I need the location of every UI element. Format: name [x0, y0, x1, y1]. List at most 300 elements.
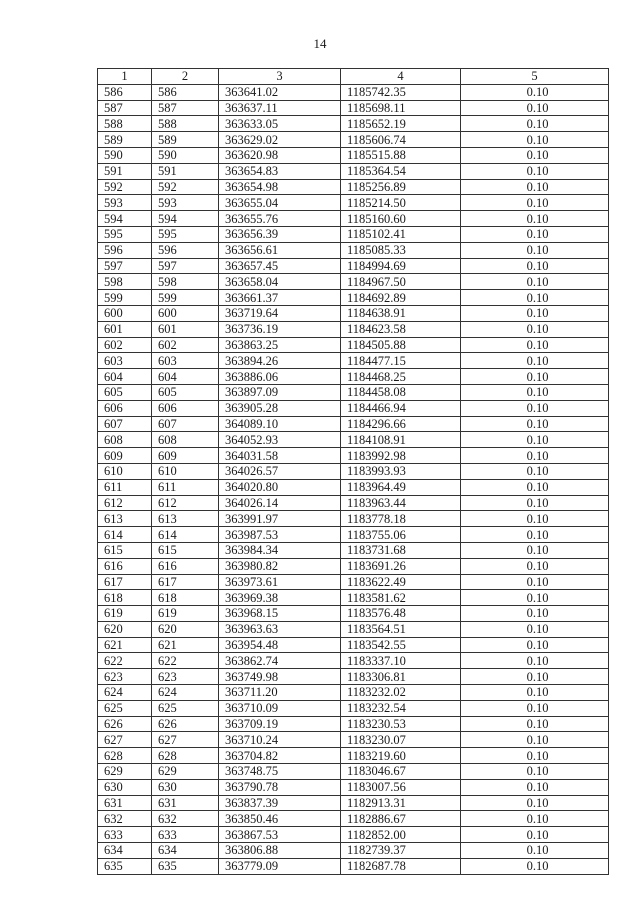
table-row: [98, 384, 609, 400]
cell-coordinate-x: 363850.46: [219, 811, 341, 827]
cell-coordinate-x: 363863.25: [219, 337, 341, 353]
table-row: [98, 700, 609, 716]
cell-coordinate-y: 1185606.74: [341, 132, 461, 148]
table-row: [98, 416, 609, 432]
cell-coordinate-x: 364020.80: [219, 479, 341, 495]
cell-coordinate-x: 363837.39: [219, 795, 341, 811]
cell-value: 0.10: [461, 827, 609, 843]
cell-value: 0.10: [461, 653, 609, 669]
table-row: [98, 242, 609, 258]
cell-coordinate-y: 1185085.33: [341, 242, 461, 258]
cell-point-number: 630: [98, 779, 152, 795]
table-row: [98, 432, 609, 448]
table-row: [98, 116, 609, 132]
table-row: [98, 369, 609, 385]
cell-coordinate-x: 364052.93: [219, 432, 341, 448]
column-header-3: 3: [219, 69, 341, 85]
cell-point-id: 629: [152, 764, 219, 780]
cell-coordinate-x: 363736.19: [219, 321, 341, 337]
cell-value: 0.10: [461, 542, 609, 558]
cell-point-number: 635: [98, 858, 152, 874]
cell-coordinate-y: 1185256.89: [341, 179, 461, 195]
cell-value: 0.10: [461, 843, 609, 859]
cell-value: 0.10: [461, 858, 609, 874]
cell-coordinate-y: 1184967.50: [341, 274, 461, 290]
cell-coordinate-x: 363897.09: [219, 384, 341, 400]
cell-point-id: 596: [152, 242, 219, 258]
cell-point-number: 627: [98, 732, 152, 748]
cell-point-number: 603: [98, 353, 152, 369]
cell-point-number: 633: [98, 827, 152, 843]
cell-coordinate-x: 363658.04: [219, 274, 341, 290]
cell-point-number: 608: [98, 432, 152, 448]
cell-point-id: 608: [152, 432, 219, 448]
cell-coordinate-y: 1183232.54: [341, 700, 461, 716]
cell-coordinate-y: 1185214.50: [341, 195, 461, 211]
cell-coordinate-x: 363719.64: [219, 305, 341, 321]
cell-point-id: 604: [152, 369, 219, 385]
cell-point-number: 628: [98, 748, 152, 764]
cell-point-number: 615: [98, 542, 152, 558]
cell-point-id: 631: [152, 795, 219, 811]
table-header-row: [98, 69, 609, 85]
cell-point-id: 610: [152, 463, 219, 479]
cell-point-number: 631: [98, 795, 152, 811]
cell-point-id: 618: [152, 590, 219, 606]
cell-coordinate-x: 363779.09: [219, 858, 341, 874]
table-row: [98, 764, 609, 780]
cell-point-number: 604: [98, 369, 152, 385]
cell-coordinate-y: 1183963.44: [341, 495, 461, 511]
table-row: [98, 353, 609, 369]
cell-point-number: 591: [98, 163, 152, 179]
column-header-2: 2: [152, 69, 219, 85]
cell-coordinate-x: 363867.53: [219, 827, 341, 843]
cell-value: 0.10: [461, 779, 609, 795]
cell-coordinate-y: 1183731.68: [341, 542, 461, 558]
table-row: [98, 163, 609, 179]
cell-point-id: 588: [152, 116, 219, 132]
cell-value: 0.10: [461, 321, 609, 337]
table-row: [98, 479, 609, 495]
cell-point-id: 633: [152, 827, 219, 843]
cell-coordinate-y: 1183691.26: [341, 558, 461, 574]
cell-point-id: 599: [152, 290, 219, 306]
cell-value: 0.10: [461, 590, 609, 606]
cell-coordinate-y: 1184623.58: [341, 321, 461, 337]
table-row: [98, 542, 609, 558]
table-row: [98, 132, 609, 148]
cell-point-id: 632: [152, 811, 219, 827]
cell-point-id: 603: [152, 353, 219, 369]
cell-point-id: 605: [152, 384, 219, 400]
cell-coordinate-x: 363954.48: [219, 637, 341, 653]
cell-point-id: 606: [152, 400, 219, 416]
cell-point-id: 597: [152, 258, 219, 274]
cell-point-id: 615: [152, 542, 219, 558]
cell-coordinate-x: 363905.28: [219, 400, 341, 416]
cell-coordinate-x: 363710.24: [219, 732, 341, 748]
cell-point-id: 586: [152, 84, 219, 100]
cell-point-number: 618: [98, 590, 152, 606]
table-row: [98, 226, 609, 242]
cell-value: 0.10: [461, 795, 609, 811]
cell-coordinate-y: 1183778.18: [341, 511, 461, 527]
cell-value: 0.10: [461, 290, 609, 306]
cell-point-number: 626: [98, 716, 152, 732]
cell-point-id: 598: [152, 274, 219, 290]
table-row: [98, 590, 609, 606]
column-header-4: 4: [341, 69, 461, 85]
cell-point-number: 634: [98, 843, 152, 859]
cell-coordinate-y: 1183993.93: [341, 463, 461, 479]
cell-point-id: 602: [152, 337, 219, 353]
cell-coordinate-y: 1183964.49: [341, 479, 461, 495]
table-row: [98, 147, 609, 163]
cell-coordinate-y: 1184458.08: [341, 384, 461, 400]
cell-point-number: 602: [98, 337, 152, 353]
table-row: [98, 305, 609, 321]
cell-point-number: 613: [98, 511, 152, 527]
cell-coordinate-y: 1185698.11: [341, 100, 461, 116]
cell-coordinate-x: 363969.38: [219, 590, 341, 606]
cell-point-number: 625: [98, 700, 152, 716]
cell-value: 0.10: [461, 116, 609, 132]
cell-coordinate-x: 363661.37: [219, 290, 341, 306]
cell-value: 0.10: [461, 384, 609, 400]
cell-coordinate-x: 363991.97: [219, 511, 341, 527]
cell-point-id: 623: [152, 669, 219, 685]
cell-value: 0.10: [461, 685, 609, 701]
cell-value: 0.10: [461, 274, 609, 290]
cell-value: 0.10: [461, 479, 609, 495]
cell-coordinate-x: 363709.19: [219, 716, 341, 732]
cell-coordinate-y: 1183306.81: [341, 669, 461, 685]
cell-coordinate-x: 363654.98: [219, 179, 341, 195]
table-row: [98, 211, 609, 227]
cell-point-id: 613: [152, 511, 219, 527]
cell-point-id: 612: [152, 495, 219, 511]
cell-point-id: 609: [152, 448, 219, 464]
cell-coordinate-y: 1183219.60: [341, 748, 461, 764]
cell-value: 0.10: [461, 558, 609, 574]
table-row: [98, 195, 609, 211]
cell-point-number: 632: [98, 811, 152, 827]
table-row: [98, 463, 609, 479]
cell-coordinate-x: 363886.06: [219, 369, 341, 385]
cell-value: 0.10: [461, 337, 609, 353]
cell-coordinate-x: 363968.15: [219, 606, 341, 622]
cell-point-number: 600: [98, 305, 152, 321]
cell-point-number: 620: [98, 621, 152, 637]
cell-point-id: 590: [152, 147, 219, 163]
table-body: [98, 84, 609, 874]
cell-value: 0.10: [461, 700, 609, 716]
cell-coordinate-x: 363710.09: [219, 700, 341, 716]
cell-point-number: 605: [98, 384, 152, 400]
cell-point-id: 607: [152, 416, 219, 432]
cell-coordinate-x: 364026.57: [219, 463, 341, 479]
table-row: [98, 179, 609, 195]
cell-coordinate-y: 1184638.91: [341, 305, 461, 321]
cell-point-number: 611: [98, 479, 152, 495]
cell-point-number: 599: [98, 290, 152, 306]
cell-value: 0.10: [461, 84, 609, 100]
cell-coordinate-y: 1183230.53: [341, 716, 461, 732]
table-row: [98, 495, 609, 511]
cell-coordinate-x: 363629.02: [219, 132, 341, 148]
cell-value: 0.10: [461, 621, 609, 637]
table-row: [98, 827, 609, 843]
column-header-1: 1: [98, 69, 152, 85]
cell-coordinate-y: 1184296.66: [341, 416, 461, 432]
cell-point-id: 626: [152, 716, 219, 732]
cell-coordinate-x: 363656.39: [219, 226, 341, 242]
cell-value: 0.10: [461, 748, 609, 764]
cell-coordinate-y: 1184466.94: [341, 400, 461, 416]
cell-coordinate-y: 1184108.91: [341, 432, 461, 448]
cell-coordinate-y: 1182913.31: [341, 795, 461, 811]
cell-point-id: 628: [152, 748, 219, 764]
cell-point-id: 620: [152, 621, 219, 637]
cell-point-id: 611: [152, 479, 219, 495]
cell-value: 0.10: [461, 179, 609, 195]
cell-coordinate-x: 363654.83: [219, 163, 341, 179]
table-row: [98, 795, 609, 811]
cell-point-id: 592: [152, 179, 219, 195]
coordinates-table: [97, 68, 609, 875]
table-row: [98, 290, 609, 306]
cell-point-id: 595: [152, 226, 219, 242]
cell-point-number: 590: [98, 147, 152, 163]
cell-point-number: 610: [98, 463, 152, 479]
table-row: [98, 621, 609, 637]
cell-value: 0.10: [461, 132, 609, 148]
cell-coordinate-y: 1184505.88: [341, 337, 461, 353]
cell-coordinate-y: 1183046.67: [341, 764, 461, 780]
table-row: [98, 606, 609, 622]
cell-value: 0.10: [461, 226, 609, 242]
cell-point-id: 634: [152, 843, 219, 859]
cell-point-number: 594: [98, 211, 152, 227]
cell-point-id: 589: [152, 132, 219, 148]
cell-coordinate-x: 363633.05: [219, 116, 341, 132]
cell-point-number: 607: [98, 416, 152, 432]
cell-point-id: 624: [152, 685, 219, 701]
table-row: [98, 858, 609, 874]
cell-coordinate-x: 363641.02: [219, 84, 341, 100]
cell-coordinate-x: 364026.14: [219, 495, 341, 511]
cell-coordinate-y: 1185160.60: [341, 211, 461, 227]
cell-point-number: 617: [98, 574, 152, 590]
cell-coordinate-x: 363748.75: [219, 764, 341, 780]
column-header-5: 5: [461, 69, 609, 85]
cell-coordinate-y: 1182886.67: [341, 811, 461, 827]
table-row: [98, 100, 609, 116]
cell-value: 0.10: [461, 732, 609, 748]
cell-coordinate-x: 363711.20: [219, 685, 341, 701]
cell-coordinate-x: 363655.04: [219, 195, 341, 211]
cell-value: 0.10: [461, 211, 609, 227]
cell-value: 0.10: [461, 811, 609, 827]
cell-value: 0.10: [461, 416, 609, 432]
cell-coordinate-y: 1183581.62: [341, 590, 461, 606]
table-row: [98, 258, 609, 274]
cell-point-number: 609: [98, 448, 152, 464]
cell-value: 0.10: [461, 100, 609, 116]
cell-coordinate-y: 1184994.69: [341, 258, 461, 274]
table-row: [98, 732, 609, 748]
cell-value: 0.10: [461, 764, 609, 780]
cell-value: 0.10: [461, 606, 609, 622]
cell-point-number: 598: [98, 274, 152, 290]
cell-point-id: 619: [152, 606, 219, 622]
cell-point-number: 622: [98, 653, 152, 669]
cell-coordinate-y: 1185652.19: [341, 116, 461, 132]
cell-point-id: 614: [152, 527, 219, 543]
cell-point-number: 614: [98, 527, 152, 543]
cell-point-number: 616: [98, 558, 152, 574]
cell-coordinate-x: 363987.53: [219, 527, 341, 543]
table-row: [98, 511, 609, 527]
table-row: [98, 527, 609, 543]
cell-coordinate-y: 1182687.78: [341, 858, 461, 874]
cell-point-number: 589: [98, 132, 152, 148]
cell-coordinate-y: 1185102.41: [341, 226, 461, 242]
cell-value: 0.10: [461, 147, 609, 163]
cell-point-id: 593: [152, 195, 219, 211]
cell-coordinate-y: 1184692.89: [341, 290, 461, 306]
cell-point-id: 621: [152, 637, 219, 653]
cell-coordinate-x: 363749.98: [219, 669, 341, 685]
table-row: [98, 274, 609, 290]
cell-point-number: 595: [98, 226, 152, 242]
cell-coordinate-x: 363862.74: [219, 653, 341, 669]
cell-coordinate-x: 363980.82: [219, 558, 341, 574]
table-row: [98, 337, 609, 353]
cell-value: 0.10: [461, 163, 609, 179]
cell-point-number: 629: [98, 764, 152, 780]
table-row: [98, 574, 609, 590]
table-row: [98, 779, 609, 795]
cell-coordinate-y: 1185515.88: [341, 147, 461, 163]
cell-point-id: 616: [152, 558, 219, 574]
cell-coordinate-x: 363656.61: [219, 242, 341, 258]
cell-point-id: 617: [152, 574, 219, 590]
page-number: 14: [313, 36, 327, 51]
cell-point-id: 594: [152, 211, 219, 227]
cell-coordinate-y: 1183337.10: [341, 653, 461, 669]
cell-value: 0.10: [461, 400, 609, 416]
cell-coordinate-x: 363894.26: [219, 353, 341, 369]
cell-point-number: 597: [98, 258, 152, 274]
cell-coordinate-y: 1185364.54: [341, 163, 461, 179]
table-row: [98, 716, 609, 732]
cell-coordinate-y: 1185742.35: [341, 84, 461, 100]
cell-coordinate-y: 1183542.55: [341, 637, 461, 653]
cell-point-number: 621: [98, 637, 152, 653]
cell-point-number: 612: [98, 495, 152, 511]
cell-coordinate-y: 1184477.15: [341, 353, 461, 369]
cell-coordinate-y: 1182852.00: [341, 827, 461, 843]
cell-point-number: 593: [98, 195, 152, 211]
cell-point-number: 587: [98, 100, 152, 116]
cell-coordinate-y: 1184468.25: [341, 369, 461, 385]
cell-coordinate-x: 363984.34: [219, 542, 341, 558]
cell-coordinate-y: 1183576.48: [341, 606, 461, 622]
cell-point-number: 606: [98, 400, 152, 416]
cell-point-id: 627: [152, 732, 219, 748]
table-row: [98, 637, 609, 653]
cell-coordinate-y: 1183007.56: [341, 779, 461, 795]
table-row: [98, 748, 609, 764]
cell-value: 0.10: [461, 463, 609, 479]
table-row: [98, 448, 609, 464]
cell-value: 0.10: [461, 353, 609, 369]
cell-point-number: 596: [98, 242, 152, 258]
table-row: [98, 558, 609, 574]
cell-point-id: 625: [152, 700, 219, 716]
cell-point-number: 592: [98, 179, 152, 195]
cell-point-number: 619: [98, 606, 152, 622]
cell-value: 0.10: [461, 305, 609, 321]
cell-coordinate-x: 364089.10: [219, 416, 341, 432]
cell-coordinate-x: 363704.82: [219, 748, 341, 764]
table-row: [98, 653, 609, 669]
cell-coordinate-x: 363620.98: [219, 147, 341, 163]
cell-point-id: 587: [152, 100, 219, 116]
cell-value: 0.10: [461, 669, 609, 685]
cell-point-number: 586: [98, 84, 152, 100]
cell-coordinate-y: 1183992.98: [341, 448, 461, 464]
cell-value: 0.10: [461, 716, 609, 732]
cell-point-id: 630: [152, 779, 219, 795]
cell-coordinate-x: 363806.88: [219, 843, 341, 859]
cell-coordinate-y: 1183232.02: [341, 685, 461, 701]
cell-value: 0.10: [461, 432, 609, 448]
cell-value: 0.10: [461, 448, 609, 464]
cell-point-number: 624: [98, 685, 152, 701]
cell-coordinate-x: 363637.11: [219, 100, 341, 116]
cell-value: 0.10: [461, 195, 609, 211]
cell-coordinate-x: 363657.45: [219, 258, 341, 274]
cell-coordinate-x: 363655.76: [219, 211, 341, 227]
table-row: [98, 84, 609, 100]
cell-point-number: 601: [98, 321, 152, 337]
cell-coordinate-x: 363963.63: [219, 621, 341, 637]
cell-coordinate-y: 1183564.51: [341, 621, 461, 637]
table-row: [98, 843, 609, 859]
cell-value: 0.10: [461, 511, 609, 527]
cell-point-id: 622: [152, 653, 219, 669]
cell-point-id: 600: [152, 305, 219, 321]
cell-coordinate-y: 1183622.49: [341, 574, 461, 590]
cell-value: 0.10: [461, 637, 609, 653]
table-row: [98, 669, 609, 685]
cell-point-id: 601: [152, 321, 219, 337]
cell-point-number: 588: [98, 116, 152, 132]
table-row: [98, 685, 609, 701]
cell-value: 0.10: [461, 495, 609, 511]
cell-coordinate-y: 1183755.06: [341, 527, 461, 543]
cell-coordinate-x: 363973.61: [219, 574, 341, 590]
cell-coordinate-x: 363790.78: [219, 779, 341, 795]
cell-coordinate-x: 364031.58: [219, 448, 341, 464]
cell-coordinate-y: 1183230.07: [341, 732, 461, 748]
cell-point-number: 623: [98, 669, 152, 685]
cell-value: 0.10: [461, 242, 609, 258]
cell-point-id: 635: [152, 858, 219, 874]
